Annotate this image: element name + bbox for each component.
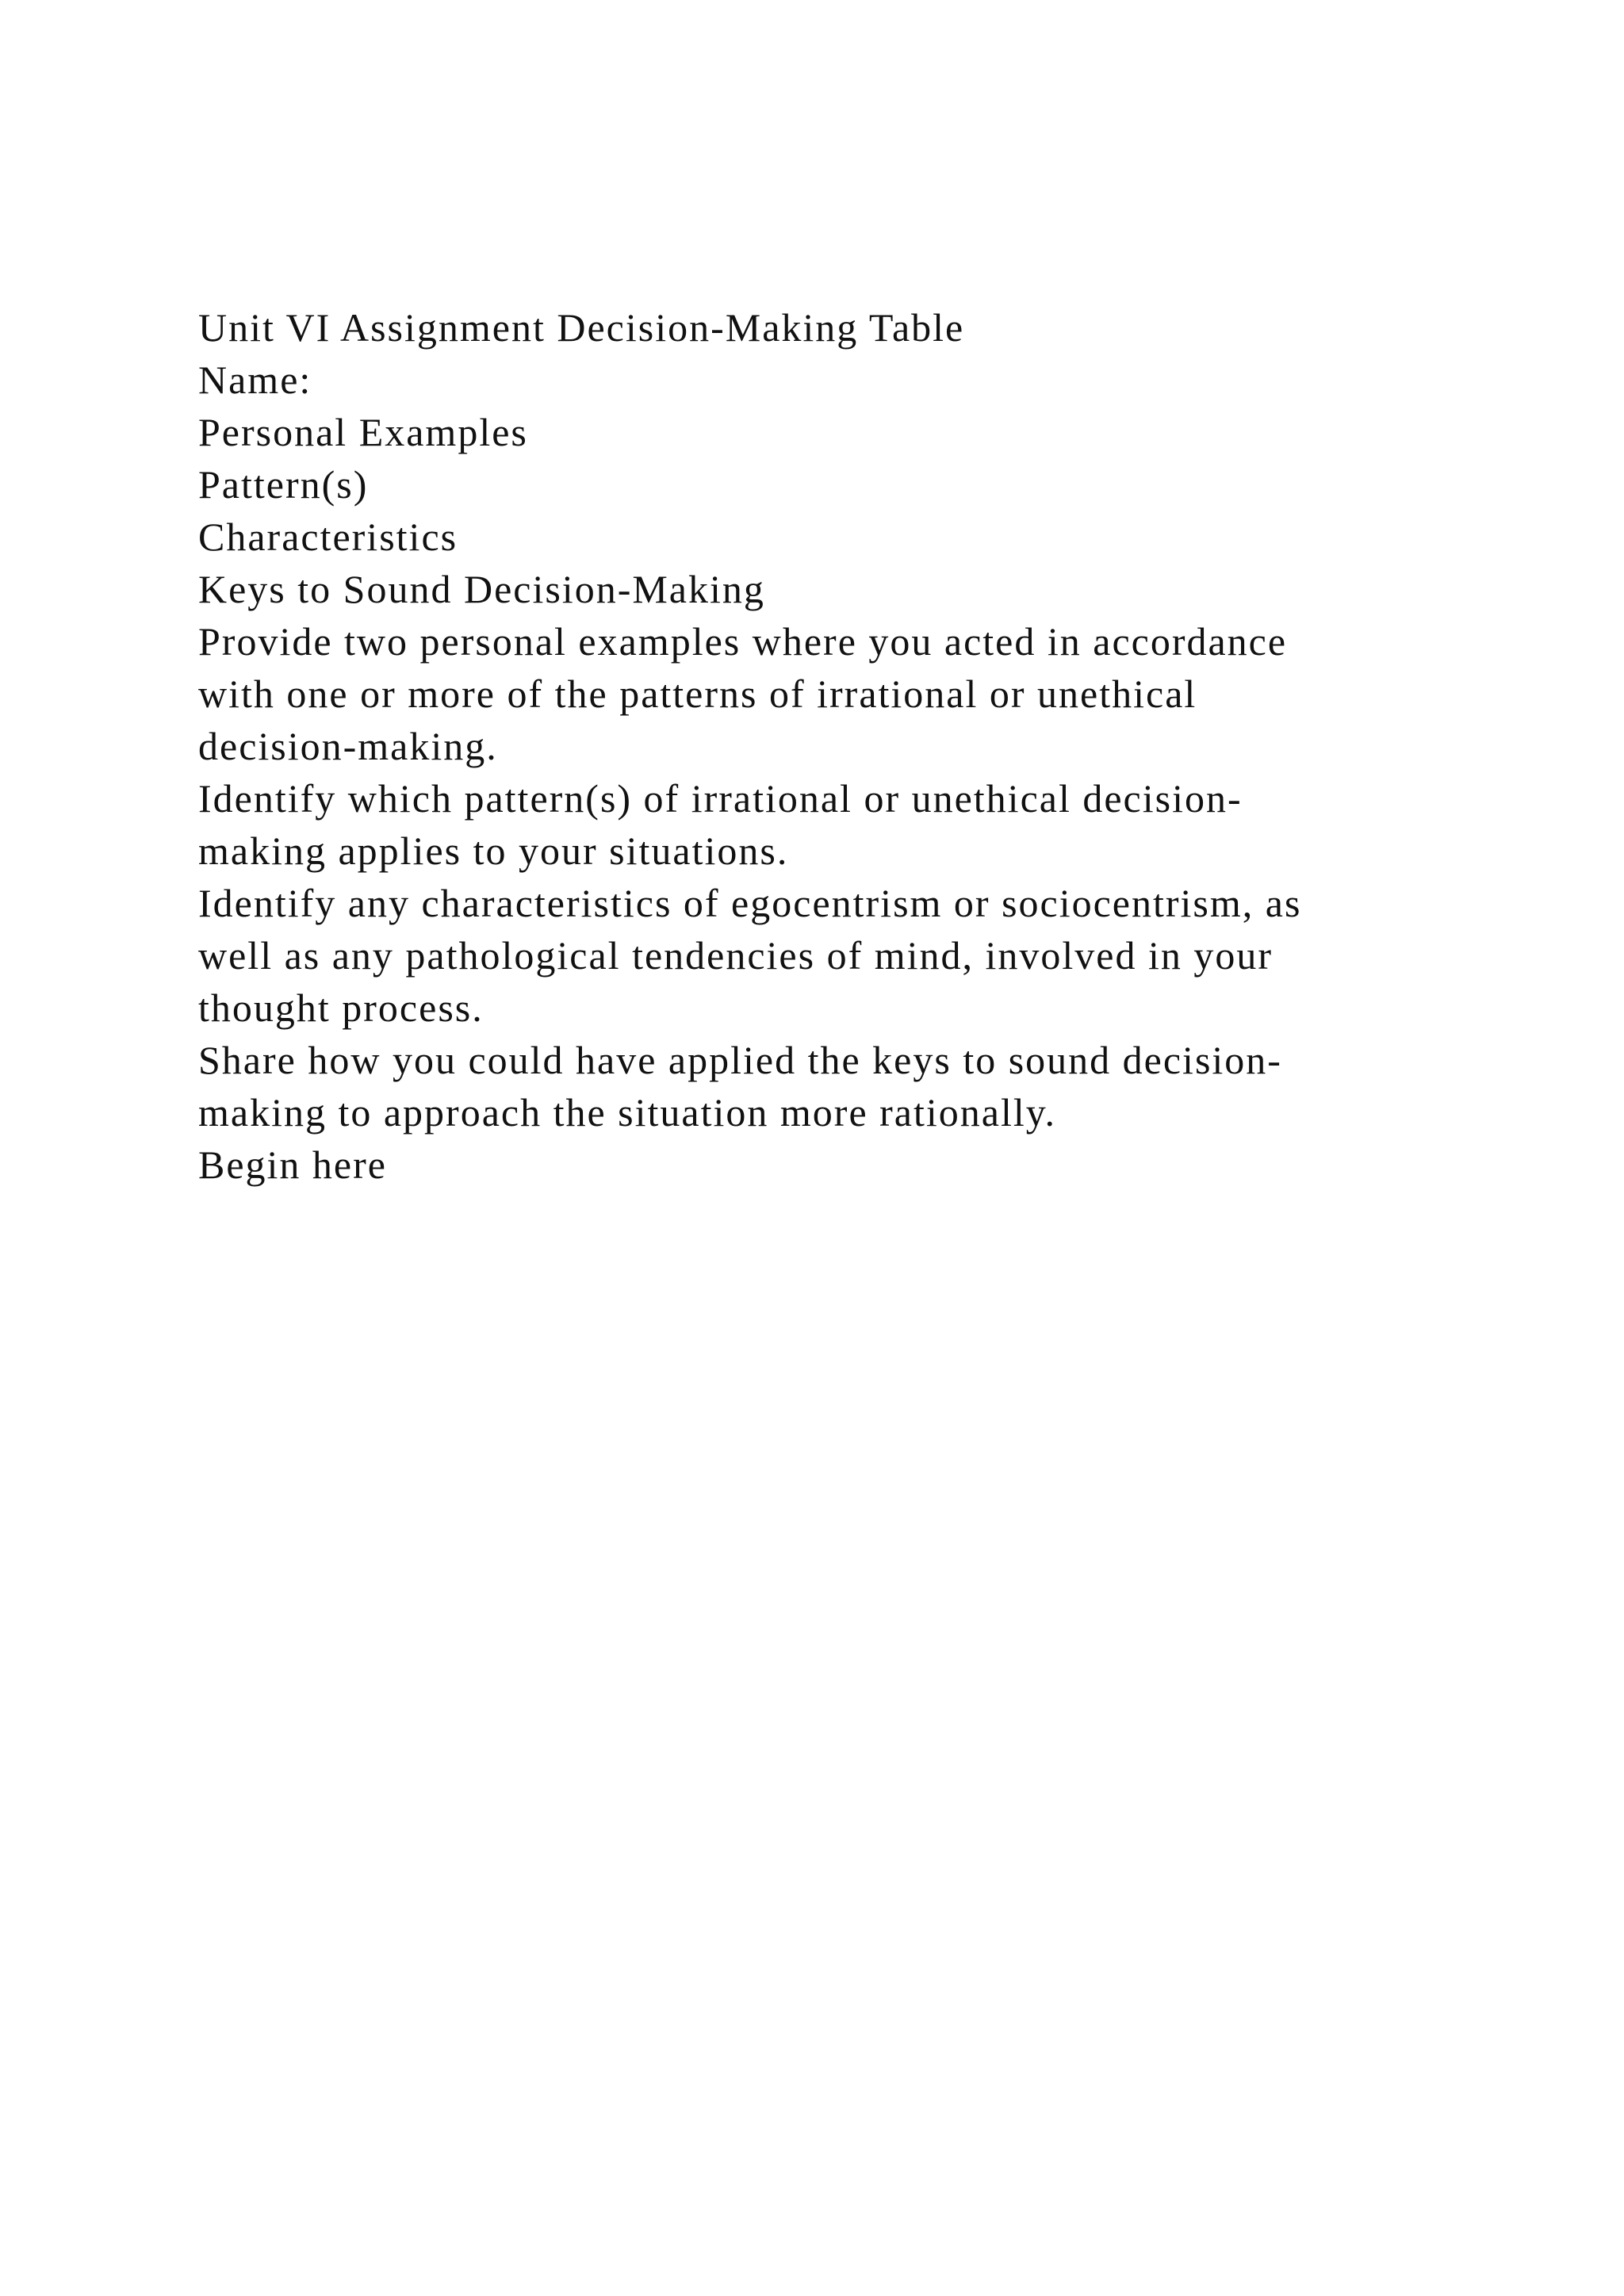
instruction-keys-line-1: Share how you could have applied the keys to sound decision- (198, 1038, 1282, 1082)
instruction-characteristics-line-1: Identify any characteristics of egocentrism or sociocentrism, as (198, 881, 1302, 925)
instruction-examples-line-3: decision-making. (198, 724, 498, 768)
column-header-keys: Keys to Sound Decision-Making (198, 567, 765, 611)
column-header-patterns: Pattern(s) (198, 462, 369, 507)
instruction-keys-line-2: making to approach the situation more rationally. (198, 1090, 1056, 1135)
document-body (198, 301, 1435, 1191)
instruction-characteristics-line-3: thought process. (198, 985, 484, 1030)
document-title: Unit VI Assignment Decision-Making Table (198, 305, 965, 350)
instruction-examples-line-2: with one or more of the patterns of irrational or unethical (198, 672, 1197, 716)
instruction-characteristics-line-2: well as any pathological tendencies of mind, involved in your (198, 933, 1274, 978)
instruction-patterns-line-2: making applies to your situations. (198, 828, 789, 873)
instruction-patterns-line-1: Identify which pattern(s) of irrational or unethical decision- (198, 776, 1243, 821)
name-label: Name: (198, 358, 312, 402)
instruction-examples-line-1: Provide two personal examples where you acted in accordance (198, 619, 1288, 664)
begin-here-text: Begin here (198, 1142, 387, 1187)
column-header-personal-examples: Personal Examples (198, 410, 528, 454)
column-header-characteristics: Characteristics (198, 515, 458, 559)
